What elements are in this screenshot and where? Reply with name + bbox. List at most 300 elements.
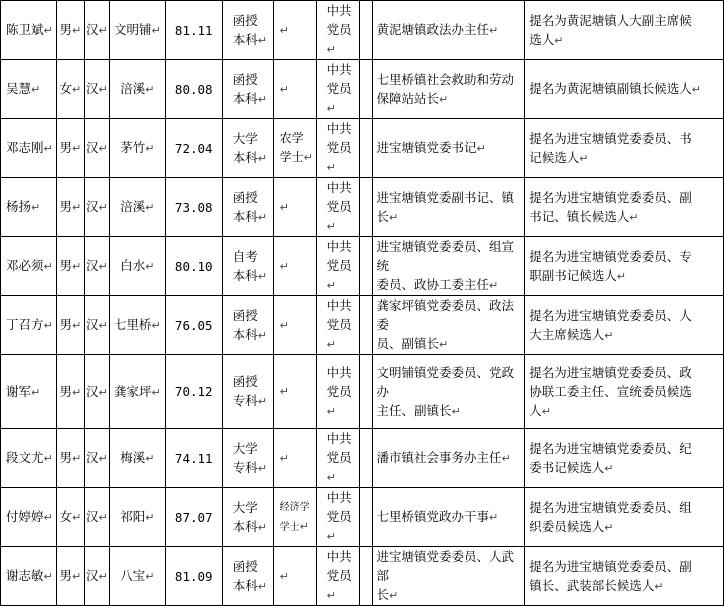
paragraph-mark: ↵ (145, 570, 155, 583)
paragraph-mark: ↵ (501, 452, 511, 465)
paragraph-mark: ↵ (257, 269, 267, 283)
degree-cell (273, 119, 316, 178)
cell-sex: 男 (59, 450, 73, 465)
ethnic-cell (84, 429, 109, 488)
name-cell (1, 178, 57, 237)
cell-birth: 80.08 (174, 81, 213, 97)
cell-party1: 中共 (326, 180, 352, 195)
paragraph-mark: ↵ (326, 338, 336, 351)
sex-cell (56, 237, 84, 296)
name-cell (1, 60, 57, 119)
education-cell (222, 178, 273, 237)
cell-nom2: 委书记候选人 (529, 459, 605, 475)
cell-deg2: 学士 (279, 521, 300, 533)
paragraph-mark: ↵ (326, 102, 336, 115)
cell-ethnic: 汉 (86, 317, 99, 332)
name-cell (1, 296, 57, 355)
cell-sex: 男 (59, 22, 73, 37)
ethnic-cell (84, 237, 109, 296)
paragraph-mark: ↵ (326, 161, 336, 174)
paragraph-mark: ↵ (326, 43, 336, 56)
cell-name: 吴慧 (6, 81, 32, 96)
party-cell (316, 429, 359, 488)
cell-sex: 男 (59, 140, 73, 155)
paragraph-mark: ↵ (145, 260, 155, 273)
cell-edu2: 本科 (232, 267, 258, 283)
paragraph-mark: ↵ (604, 520, 614, 534)
nomination-cell (525, 178, 724, 237)
cell-edu2: 本科 (232, 208, 258, 224)
cell-ethnic: 汉 (86, 140, 99, 155)
cell-nom1: 提名为进宝塘镇党委委员、副 (529, 558, 692, 574)
education-cell (222, 355, 273, 429)
paragraph-mark: ↵ (439, 338, 449, 351)
birthplace-cell (109, 429, 165, 488)
birth-cell (165, 488, 222, 547)
birthplace-cell (109, 60, 165, 119)
birthplace-cell (109, 1, 165, 60)
cell-birthplace: 涪溪 (120, 199, 146, 214)
cell-ethnic: 汉 (86, 258, 99, 273)
cell-birthplace: 八宝 (120, 568, 146, 583)
nomination-cell (525, 60, 724, 119)
degree-cell (273, 60, 316, 119)
nomination-cell (525, 1, 724, 60)
cell-pos2: 主任、副镇长 (376, 402, 452, 418)
paragraph-mark: ↵ (604, 328, 614, 342)
cell-sex: 男 (59, 568, 73, 583)
paragraph-mark: ↵ (489, 24, 499, 37)
spacer-cell (359, 237, 372, 296)
degree-cell (273, 488, 316, 547)
cell-name: 谢军 (6, 383, 32, 399)
paragraph-mark: ↵ (489, 511, 499, 524)
paragraph-mark: ↵ (151, 319, 161, 332)
cell-party2: 党员 (326, 450, 352, 465)
cell-party2: 党员 (326, 140, 352, 155)
cell-deg2: 学士 (279, 150, 304, 164)
sex-cell (56, 547, 84, 606)
paragraph-mark: ↵ (326, 279, 336, 292)
cell-pos1: 黄泥塘镇政法办主任 (376, 22, 490, 37)
sex-cell (56, 119, 84, 178)
party-cell (316, 178, 359, 237)
paragraph-mark: ↵ (72, 260, 82, 273)
cell-ethnic: 汉 (86, 568, 99, 583)
birth-cell (165, 547, 222, 606)
nomination-cell (525, 237, 724, 296)
sex-cell (56, 355, 84, 429)
cell-edu2: 本科 (232, 149, 258, 165)
cell-deg1: 经济学 (279, 501, 310, 513)
paragraph-mark: ↵ (98, 201, 108, 214)
cell-ethnic: 汉 (86, 199, 99, 214)
cell-name: 丁召方 (6, 317, 44, 332)
paragraph-mark: ↵ (279, 200, 289, 214)
name-cell (1, 355, 57, 429)
paragraph-mark: ↵ (326, 530, 336, 543)
paragraph-mark: ↵ (541, 404, 551, 418)
cell-party1: 中共 (326, 239, 352, 254)
birth-cell (165, 296, 222, 355)
sex-cell (56, 1, 84, 60)
cell-party2: 党员 (326, 81, 352, 96)
position-cell (372, 1, 525, 60)
cell-ethnic: 汉 (86, 383, 99, 399)
ethnic-cell (84, 60, 109, 119)
cell-birthplace: 白水 (120, 258, 146, 273)
cell-nom1: 提名为黄泥塘镇人大副主席候 (529, 12, 692, 28)
cell-party2: 党员 (326, 22, 352, 37)
degree-cell (273, 296, 316, 355)
paragraph-mark: ↵ (72, 511, 82, 524)
education-cell (222, 488, 273, 547)
paragraph-mark: ↵ (629, 210, 639, 224)
position-cell (372, 237, 525, 296)
cell-edu1: 函授 (232, 189, 258, 205)
cell-pos1: 潘市镇社会事务办主任 (376, 450, 502, 465)
sex-cell (56, 60, 84, 119)
cell-sex: 男 (59, 199, 73, 214)
birthplace-cell (109, 119, 165, 178)
cell-pos1: 进宝塘镇党委委员、人武部 (376, 549, 515, 583)
paragraph-mark: ↵ (604, 461, 614, 475)
cell-name: 邓必须 (6, 258, 44, 273)
ethnic-cell (84, 119, 109, 178)
cell-birth: 81.09 (174, 568, 213, 584)
education-cell (222, 1, 273, 60)
birth-cell (165, 429, 222, 488)
party-cell (316, 60, 359, 119)
paragraph-mark: ↵ (257, 328, 267, 342)
cell-edu2: 本科 (232, 326, 258, 342)
name-cell (1, 1, 57, 60)
cell-edu2: 本科 (232, 518, 258, 534)
cell-birthplace: 龚家坪 (113, 383, 152, 399)
cell-party1: 中共 (326, 549, 352, 564)
cell-party1: 中共 (326, 364, 352, 380)
name-cell (1, 237, 57, 296)
birth-cell (165, 178, 222, 237)
paragraph-mark: ↵ (31, 83, 41, 96)
cell-party1: 中共 (326, 121, 352, 136)
paragraph-mark: ↵ (257, 579, 267, 593)
paragraph-mark: ↵ (326, 220, 336, 233)
paragraph-mark: ↵ (451, 404, 461, 418)
paragraph-mark: ↵ (439, 92, 449, 106)
cell-birthplace: 涪溪 (120, 81, 146, 96)
paragraph-mark: ↵ (151, 24, 161, 37)
cell-party2: 党员 (326, 317, 352, 332)
nomination-cell (525, 119, 724, 178)
cell-sex: 男 (59, 383, 73, 399)
cell-nom1: 提名为进宝塘镇党委委员、副 (529, 189, 692, 205)
position-cell (372, 178, 525, 237)
cell-nom2: 大主席候选人 (529, 326, 605, 342)
cell-birthplace: 梅溪 (120, 450, 146, 465)
paragraph-mark: ↵ (98, 24, 108, 37)
ethnic-cell (84, 178, 109, 237)
cell-name: 陈卫斌 (6, 22, 44, 37)
paragraph-mark: ↵ (389, 589, 399, 602)
table-row (1, 488, 724, 547)
party-cell (316, 237, 359, 296)
paragraph-mark: ↵ (616, 269, 626, 283)
cell-nom2: 协联工委主任、宣统委员候选 (529, 383, 692, 399)
cell-pos2: 保障站站长 (376, 90, 440, 106)
birthplace-cell (109, 178, 165, 237)
paragraph-mark: ↵ (72, 24, 82, 37)
cell-pos1: 进宝塘镇党委副书记、镇长 (376, 189, 515, 224)
cell-edu1: 函授 (232, 374, 258, 389)
paragraph-mark: ↵ (43, 24, 53, 37)
cell-sex: 男 (59, 258, 73, 273)
spacer-cell (359, 547, 372, 606)
cell-birth: 76.05 (174, 317, 213, 333)
spacer-cell (359, 429, 372, 488)
paragraph-mark: ↵ (72, 83, 82, 96)
cell-nom1: 提名为进宝塘镇党委委员、组 (529, 499, 692, 515)
paragraph-mark: ↵ (151, 385, 161, 399)
paragraph-mark: ↵ (326, 471, 336, 484)
paragraph-mark: ↵ (98, 570, 108, 583)
paragraph-mark: ↵ (279, 259, 289, 273)
paragraph-mark: ↵ (476, 142, 486, 155)
cell-name: 谢志敏 (6, 568, 44, 583)
paragraph-mark: ↵ (72, 319, 82, 332)
nomination-cell (525, 296, 724, 355)
ethnic-cell (84, 296, 109, 355)
table-row (1, 1, 724, 60)
cell-birth: 73.08 (174, 199, 213, 215)
cell-birth: 72.04 (174, 140, 213, 156)
paragraph-mark: ↵ (31, 201, 41, 214)
paragraph-mark: ↵ (303, 151, 313, 164)
cell-birthplace: 茅竹 (120, 140, 146, 155)
cell-nom1: 提名为进宝塘镇党委委员、书 (529, 130, 692, 146)
paragraph-mark: ↵ (257, 395, 267, 408)
cell-nom1: 提名为进宝塘镇党委委员、专 (529, 248, 692, 264)
cell-sex: 女 (59, 81, 73, 96)
paragraph-mark: ↵ (299, 519, 309, 533)
cell-pos2: 员、副镇长 (376, 336, 440, 351)
cell-nom2: 记候选人 (529, 149, 580, 165)
sex-cell (56, 296, 84, 355)
paragraph-mark: ↵ (489, 279, 499, 292)
cell-ethnic: 汉 (86, 81, 99, 96)
cell-ethnic: 汉 (86, 22, 99, 37)
paragraph-mark: ↵ (43, 511, 53, 524)
degree-cell (273, 355, 316, 429)
paragraph-mark: ↵ (43, 570, 53, 583)
name-cell (1, 547, 57, 606)
table-row (1, 547, 724, 606)
paragraph-mark: ↵ (72, 142, 82, 155)
cell-nom1: 提名为进宝塘镇党委委员、人 (529, 307, 692, 323)
cell-edu2: 专科 (232, 459, 258, 475)
cell-party2: 党员 (326, 568, 352, 583)
degree-cell (273, 237, 316, 296)
paragraph-mark: ↵ (389, 210, 399, 224)
paragraph-mark: ↵ (257, 520, 267, 534)
paragraph-mark: ↵ (98, 511, 108, 524)
cell-name: 付婷婷 (6, 509, 44, 524)
ethnic-cell (84, 488, 109, 547)
paragraph-mark: ↵ (279, 385, 289, 398)
paragraph-mark: ↵ (98, 385, 108, 399)
cell-nom1: 提名为进宝塘镇党委委员、纪 (529, 440, 692, 456)
birthplace-cell (109, 547, 165, 606)
nomination-cell (525, 488, 724, 547)
birth-cell (165, 119, 222, 178)
paragraph-mark: ↵ (279, 318, 289, 332)
party-cell (316, 547, 359, 606)
cell-edu2: 本科 (232, 90, 258, 106)
cell-nom2: 织委员候选人 (529, 518, 605, 534)
paragraph-mark: ↵ (43, 319, 53, 332)
cell-party2: 党员 (326, 258, 352, 273)
cell-edu1: 函授 (232, 12, 258, 28)
spacer-cell (359, 60, 372, 119)
name-cell (1, 429, 57, 488)
table-row (1, 60, 724, 119)
cell-edu1: 大学 (232, 440, 258, 456)
cell-birth: 87.07 (174, 509, 213, 525)
cell-party2: 党员 (326, 383, 352, 399)
spacer-cell (359, 488, 372, 547)
spacer-cell (359, 178, 372, 237)
table-body (1, 1, 724, 606)
position-cell (372, 547, 525, 606)
cell-nom1: 提名为进宝塘镇党委委员、政 (529, 364, 692, 380)
cell-edu1: 大学 (232, 499, 258, 515)
cell-pos1: 进宝塘镇党委委员、组宣统 (376, 239, 515, 273)
cell-sex: 女 (59, 509, 73, 524)
cell-ethnic: 汉 (86, 450, 99, 465)
sex-cell (56, 178, 84, 237)
name-cell (1, 488, 57, 547)
party-cell (316, 119, 359, 178)
cell-birth: 74.11 (174, 450, 213, 466)
sex-cell (56, 488, 84, 547)
cell-pos2: 长 (376, 587, 390, 602)
birthplace-cell (109, 237, 165, 296)
paragraph-mark: ↵ (72, 570, 82, 583)
paragraph-mark: ↵ (145, 511, 155, 524)
nomination-cell (525, 429, 724, 488)
cell-name: 邓志刚 (6, 140, 44, 155)
cell-birthplace: 七里桥 (113, 317, 152, 332)
paragraph-mark: ↵ (31, 385, 41, 399)
cell-edu2: 专科 (232, 393, 258, 408)
paragraph-mark: ↵ (257, 210, 267, 224)
cell-sex: 男 (59, 317, 73, 332)
birth-cell (165, 355, 222, 429)
cell-nom2: 职副书记候选人 (529, 267, 617, 283)
cell-pos1: 七里桥镇社会救助和劳动 (376, 71, 515, 87)
party-cell (316, 1, 359, 60)
paragraph-mark: ↵ (279, 82, 289, 96)
cell-birth: 81.11 (174, 22, 213, 38)
birth-cell (165, 1, 222, 60)
cell-name: 杨扬 (6, 199, 32, 214)
cell-nom3: 人 (529, 402, 542, 418)
cell-party1: 中共 (326, 298, 352, 313)
position-cell (372, 119, 525, 178)
paragraph-mark: ↵ (654, 579, 664, 593)
spacer-cell (359, 1, 372, 60)
cell-birthplace: 文明铺 (113, 22, 152, 37)
birth-cell (165, 237, 222, 296)
paragraph-mark: ↵ (279, 23, 289, 37)
cell-pos2: 委员、政协工委主任 (376, 277, 490, 292)
paragraph-mark: ↵ (98, 142, 108, 155)
nomination-cell (525, 355, 724, 429)
cell-pos1: 进宝塘镇党委书记 (376, 140, 477, 155)
ethnic-cell (84, 355, 109, 429)
paragraph-mark: ↵ (579, 151, 589, 165)
paragraph-mark: ↵ (554, 33, 564, 47)
cell-pos1: 文明铺镇党委委员、党政办 (376, 364, 515, 399)
education-cell (222, 547, 273, 606)
cell-name: 段文尤 (6, 450, 44, 465)
cell-deg1: 农学 (279, 131, 304, 145)
birthplace-cell (109, 488, 165, 547)
paragraph-mark: ↵ (72, 201, 82, 214)
degree-cell (273, 178, 316, 237)
ethnic-cell (84, 1, 109, 60)
paragraph-mark: ↵ (43, 452, 53, 465)
education-cell (222, 119, 273, 178)
cell-edu1: 自考 (232, 248, 258, 264)
spacer-cell (359, 355, 372, 429)
table-row (1, 237, 724, 296)
degree-cell (273, 547, 316, 606)
cell-nom2: 选人 (529, 31, 555, 47)
education-cell (222, 60, 273, 119)
cell-edu2: 本科 (232, 577, 258, 593)
ethnic-cell (84, 547, 109, 606)
paragraph-mark: ↵ (98, 83, 108, 96)
paragraph-mark: ↵ (326, 589, 336, 602)
paragraph-mark: ↵ (43, 142, 53, 155)
table-row (1, 178, 724, 237)
cell-party1: 中共 (326, 3, 352, 18)
name-cell (1, 119, 57, 178)
party-cell (316, 488, 359, 547)
cell-party2: 党员 (326, 199, 352, 214)
cell-pos1: 七里桥镇党政办干事 (376, 509, 490, 524)
paragraph-mark: ↵ (145, 142, 155, 155)
paragraph-mark: ↵ (145, 452, 155, 465)
paragraph-mark: ↵ (72, 452, 82, 465)
position-cell (372, 488, 525, 547)
cell-nom1: 提名为黄泥塘镇副镇长候选人 (529, 81, 692, 96)
party-cell (316, 355, 359, 429)
position-cell (372, 296, 525, 355)
cell-birth: 80.10 (174, 258, 213, 274)
paragraph-mark: ↵ (72, 385, 82, 399)
cell-party1: 中共 (326, 431, 352, 446)
paragraph-mark: ↵ (257, 151, 267, 165)
education-cell (222, 237, 273, 296)
cell-pos1: 龚家坪镇党委委员、政法委 (376, 298, 515, 332)
paragraph-mark: ↵ (257, 33, 267, 47)
sex-cell (56, 429, 84, 488)
nomination-cell (525, 547, 724, 606)
paragraph-mark: ↵ (98, 452, 108, 465)
degree-cell (273, 429, 316, 488)
